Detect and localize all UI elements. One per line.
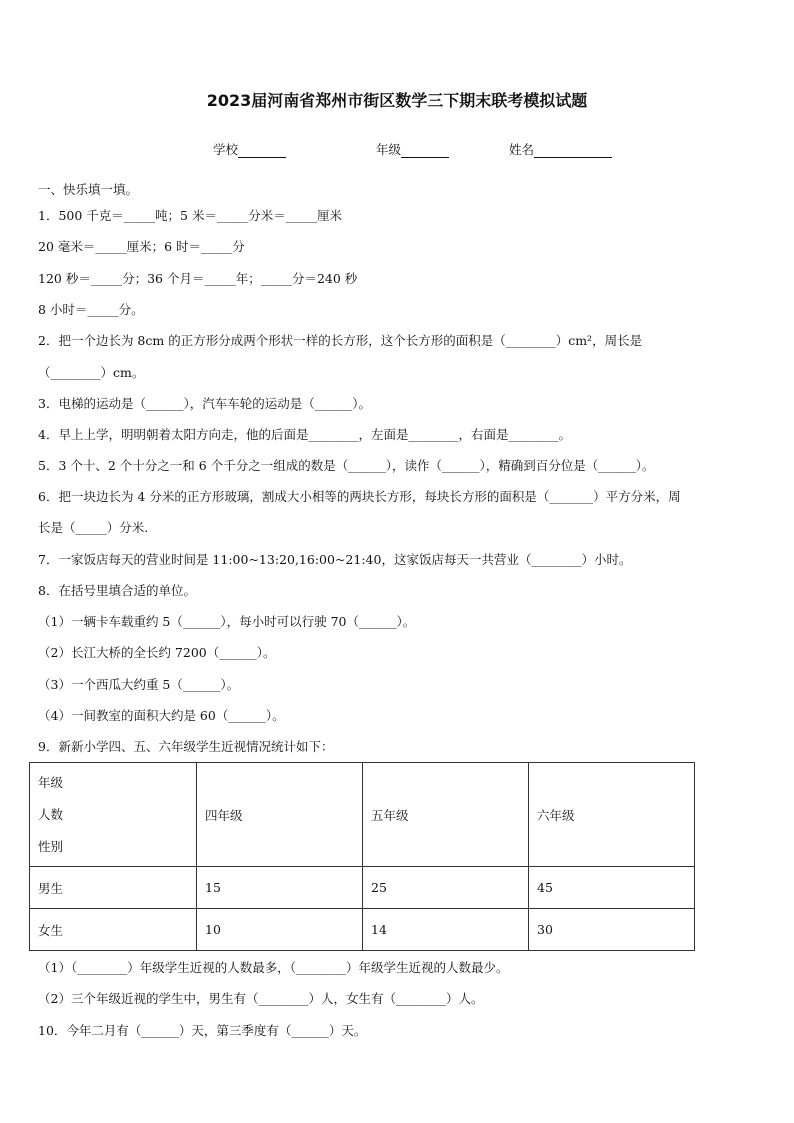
question-line: 8．在括号里填合适的单位。 <box>38 583 196 598</box>
question-line: 120 秒＝_____分；36 个月＝_____年；_____分＝240 秒 <box>38 271 358 286</box>
table-diagonal-header <box>30 763 197 867</box>
table-header-row <box>30 763 695 867</box>
row-label: 女生 <box>30 909 197 951</box>
name-field <box>509 140 612 158</box>
header-gender-label: 性别 <box>38 838 64 854</box>
name-label: 姓名 <box>509 142 535 157</box>
myopia-stats-table <box>29 762 695 951</box>
table-row <box>30 867 695 909</box>
column-header: 四年级 <box>197 763 363 867</box>
question-line: （4）一间教室的面积大约是 60（______）。 <box>38 708 285 723</box>
question-line: 8 小时＝_____分。 <box>38 302 144 317</box>
grade-field <box>376 140 449 158</box>
table-cell: 10 <box>197 909 363 951</box>
question-line: （1）（________）年级学生近视的人数最多，（________）年级学生近视的人数最少。 <box>38 960 509 975</box>
question-line: （1）一辆卡车载重约 5（______），每小时可以行驶 70（______）。 <box>38 614 416 629</box>
question-line: 7．一家饭店每天的营业时间是 11:00~13:20,16:00~21:40，这家饭店每天一共营业（________）小时。 <box>38 552 632 567</box>
question-line: 10．今年二月有（______）天，第三季度有（______）天。 <box>38 1023 367 1038</box>
table-cell: 15 <box>197 867 363 909</box>
question-line: 1．500 千克＝_____吨；5 米＝_____分米＝_____厘米 <box>38 208 342 223</box>
question-line: （2）三个年级近视的学生中，男生有（________）人，女生有（________）人。 <box>38 991 484 1006</box>
table-cell: 14 <box>363 909 529 951</box>
question-line: （2）长江大桥的全长约 7200（______）。 <box>38 645 276 660</box>
question-line: 4．早上上学，明明朝着太阳方向走，他的后面是________，左面是________，右面是________。 <box>38 427 571 442</box>
question-line: （________）cm。 <box>38 365 145 380</box>
question-line: 6．把一块边长为 4 分米的正方形玻璃，割成大小相等的两块长方形，每块长方形的面积是（_______）平方分米，周 <box>38 489 681 504</box>
column-header: 五年级 <box>363 763 529 867</box>
question-line: 3．电梯的运动是（______），汽车车轮的运动是（______）。 <box>38 396 371 411</box>
table-row <box>30 909 695 951</box>
grade-blank[interactable] <box>401 144 449 158</box>
school-blank[interactable] <box>238 144 286 158</box>
question-line: （3）一个西瓜大约重 5（______）。 <box>38 677 240 692</box>
table-cell: 45 <box>529 867 695 909</box>
question-line: 9．新新小学四、五、六年级学生近视情况统计如下： <box>38 739 334 754</box>
question-line: 长是（_____）分米. <box>38 520 149 535</box>
table-cell: 30 <box>529 909 695 951</box>
question-line: 2．把一个边长为 8cm 的正方形分成两个形状一样的长方形，这个长方形的面积是（________）cm²，周长是 <box>38 333 643 348</box>
header-grade-label: 年级 <box>38 774 64 790</box>
header-count-label: 人数 <box>38 806 64 822</box>
row-label: 男生 <box>30 867 197 909</box>
grade-label: 年级 <box>376 142 402 157</box>
question-line: 20 毫米＝_____厘米；6 时＝_____分 <box>38 239 245 254</box>
question-line: 5．3 个十、2 个十分之一和 6 个千分之一组成的数是（______），读作（______），精确到百分位是（______）。 <box>38 458 655 473</box>
table-cell: 25 <box>363 867 529 909</box>
column-header: 六年级 <box>529 763 695 867</box>
page-title: 2023届河南省郑州市街区数学三下期末联考模拟试题 <box>206 91 588 110</box>
school-label: 学校 <box>213 142 239 157</box>
name-blank[interactable] <box>534 144 612 158</box>
school-field <box>213 140 286 158</box>
section-heading: 一、快乐填一填。 <box>38 182 139 197</box>
